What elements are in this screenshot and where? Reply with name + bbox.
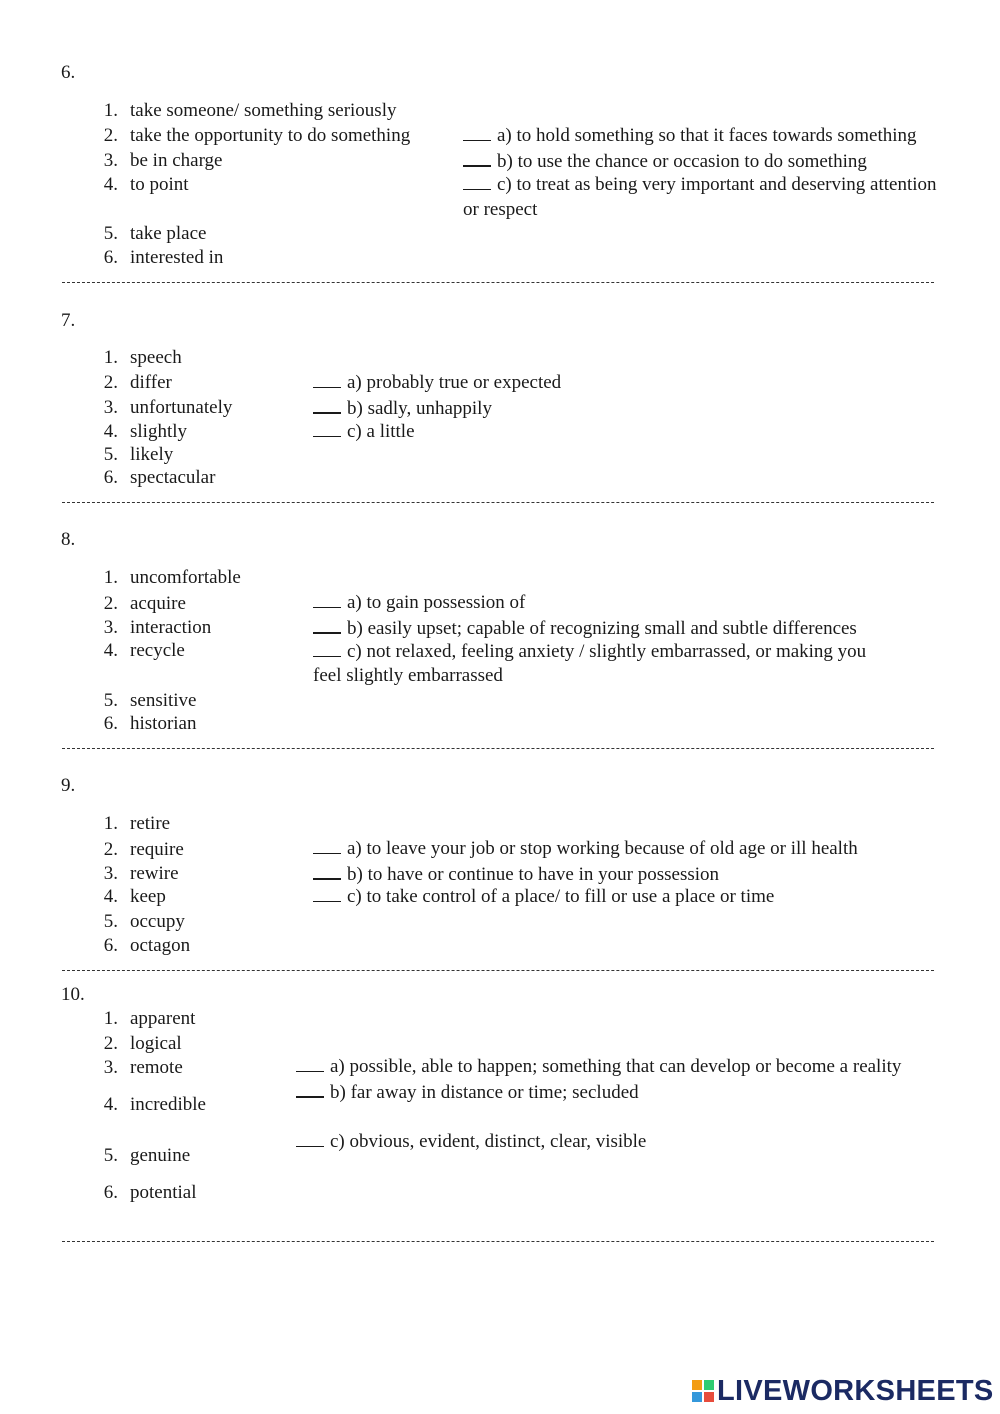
word-item: require xyxy=(130,839,184,860)
item-number: 4. xyxy=(103,421,118,442)
word-item: unfortunately xyxy=(130,397,233,418)
item-number: 5. xyxy=(103,690,118,711)
word-item: occupy xyxy=(130,911,185,932)
definition-a: a) to gain possession of xyxy=(313,592,525,614)
word-item: potential xyxy=(130,1182,197,1203)
answer-blank[interactable] xyxy=(463,125,491,141)
word-item: to point xyxy=(130,174,189,195)
section-divider xyxy=(62,748,934,749)
answer-blank[interactable] xyxy=(313,641,341,657)
definition-c: c) obvious, evident, distinct, clear, visible xyxy=(296,1131,646,1153)
word-item: differ xyxy=(130,372,172,393)
item-number: 4. xyxy=(103,174,118,195)
item-number: 4. xyxy=(103,1094,118,1115)
item-number: 3. xyxy=(103,150,118,171)
item-number: 6. xyxy=(103,935,118,956)
item-number: 4. xyxy=(103,640,118,661)
word-item: keep xyxy=(130,886,166,907)
answer-blank[interactable] xyxy=(313,886,341,902)
word-item: recycle xyxy=(130,640,185,661)
liveworksheets-logo xyxy=(692,1374,994,1408)
answer-blank[interactable] xyxy=(463,174,491,190)
word-item: uncomfortable xyxy=(130,567,241,588)
item-number: 4. xyxy=(103,886,118,907)
answer-blank[interactable] xyxy=(313,838,341,854)
word-item: logical xyxy=(130,1033,182,1054)
section-number: 7. xyxy=(61,310,76,331)
word-item: genuine xyxy=(130,1145,191,1166)
word-item: sensitive xyxy=(130,690,197,711)
word-item: interested in xyxy=(130,247,224,268)
answer-blank[interactable] xyxy=(463,150,491,167)
section-divider xyxy=(62,1241,934,1242)
definition-b: b) easily upset; capable of recognizing small and subtle differences xyxy=(313,617,857,640)
section-number: 6. xyxy=(61,62,76,83)
word-item: take someone/ something seriously xyxy=(130,100,397,121)
item-number: 2. xyxy=(103,839,118,860)
item-number: 3. xyxy=(103,617,118,638)
logo-mark-square xyxy=(704,1380,714,1390)
item-number: 3. xyxy=(103,1057,118,1078)
section-number: 10. xyxy=(61,984,85,1005)
word-item: take place xyxy=(130,223,207,244)
item-number: 5. xyxy=(103,1145,118,1166)
definition-a: a) possible, able to happen; something that can develop or become a reality xyxy=(296,1056,901,1078)
answer-blank[interactable] xyxy=(296,1056,324,1072)
definition-c-continued: or respect xyxy=(463,199,538,220)
item-number: 2. xyxy=(103,593,118,614)
definition-a: a) to leave your job or stop working because of old age or ill health xyxy=(313,838,858,860)
definition-a: a) to hold something so that it faces towards something xyxy=(463,125,917,147)
word-item: interaction xyxy=(130,617,212,638)
item-number: 1. xyxy=(103,1008,118,1029)
definition-c: c) to take control of a place/ to fill or use a place or time xyxy=(313,886,774,908)
item-number: 2. xyxy=(103,125,118,146)
item-number: 5. xyxy=(103,911,118,932)
answer-blank[interactable] xyxy=(313,863,341,880)
item-number: 2. xyxy=(103,372,118,393)
answer-blank[interactable] xyxy=(313,397,341,414)
answer-blank[interactable] xyxy=(313,372,341,388)
word-item: likely xyxy=(130,444,174,465)
item-number: 1. xyxy=(103,347,118,368)
answer-blank[interactable] xyxy=(296,1081,324,1098)
item-number: 5. xyxy=(103,444,118,465)
section-divider xyxy=(62,970,934,971)
section-number: 8. xyxy=(61,529,76,550)
definition-c: c) a little xyxy=(313,421,415,443)
logo-mark-square xyxy=(704,1392,714,1402)
section-divider xyxy=(62,502,934,503)
section-number: 9. xyxy=(61,775,76,796)
answer-blank[interactable] xyxy=(296,1131,324,1147)
answer-blank[interactable] xyxy=(313,617,341,634)
word-item: historian xyxy=(130,713,197,734)
item-number: 3. xyxy=(103,397,118,418)
item-number: 6. xyxy=(103,467,118,488)
definition-c: c) to treat as being very important and deserving attention xyxy=(463,174,937,196)
answer-blank[interactable] xyxy=(313,592,341,608)
item-number: 1. xyxy=(103,100,118,121)
answer-blank[interactable] xyxy=(313,421,341,437)
word-item: rewire xyxy=(130,863,179,884)
brand-name: LIVEWORKSHEETS xyxy=(717,1375,994,1407)
item-number: 6. xyxy=(103,713,118,734)
word-item: acquire xyxy=(130,593,186,614)
item-number: 3. xyxy=(103,863,118,884)
word-item: remote xyxy=(130,1057,183,1078)
definition-c-continued: feel slightly embarrassed xyxy=(313,665,503,686)
definition-a: a) probably true or expected xyxy=(313,372,561,394)
definition-b: b) far away in distance or time; secluded xyxy=(296,1081,639,1104)
word-item: incredible xyxy=(130,1094,206,1115)
item-number: 6. xyxy=(103,1182,118,1203)
word-item: take the opportunity to do something xyxy=(130,125,411,146)
item-number: 5. xyxy=(103,223,118,244)
item-number: 1. xyxy=(103,567,118,588)
definition-b: b) to use the chance or occasion to do something xyxy=(463,150,867,173)
section-divider xyxy=(62,282,934,283)
word-item: be in charge xyxy=(130,150,223,171)
logo-mark-icon xyxy=(692,1380,714,1402)
definition-b: b) to have or continue to have in your possession xyxy=(313,863,719,886)
item-number: 6. xyxy=(103,247,118,268)
word-item: spectacular xyxy=(130,467,216,488)
definition-b: b) sadly, unhappily xyxy=(313,397,492,420)
word-item: slightly xyxy=(130,421,188,442)
word-item: apparent xyxy=(130,1008,196,1029)
definition-c: c) not relaxed, feeling anxiety / slightly embarrassed, or making you xyxy=(313,641,866,663)
item-number: 2. xyxy=(103,1033,118,1054)
logo-mark-square xyxy=(692,1380,702,1390)
logo-mark-square xyxy=(692,1392,702,1402)
word-item: octagon xyxy=(130,935,191,956)
word-item: speech xyxy=(130,347,182,368)
word-item: retire xyxy=(130,813,171,834)
item-number: 1. xyxy=(103,813,118,834)
